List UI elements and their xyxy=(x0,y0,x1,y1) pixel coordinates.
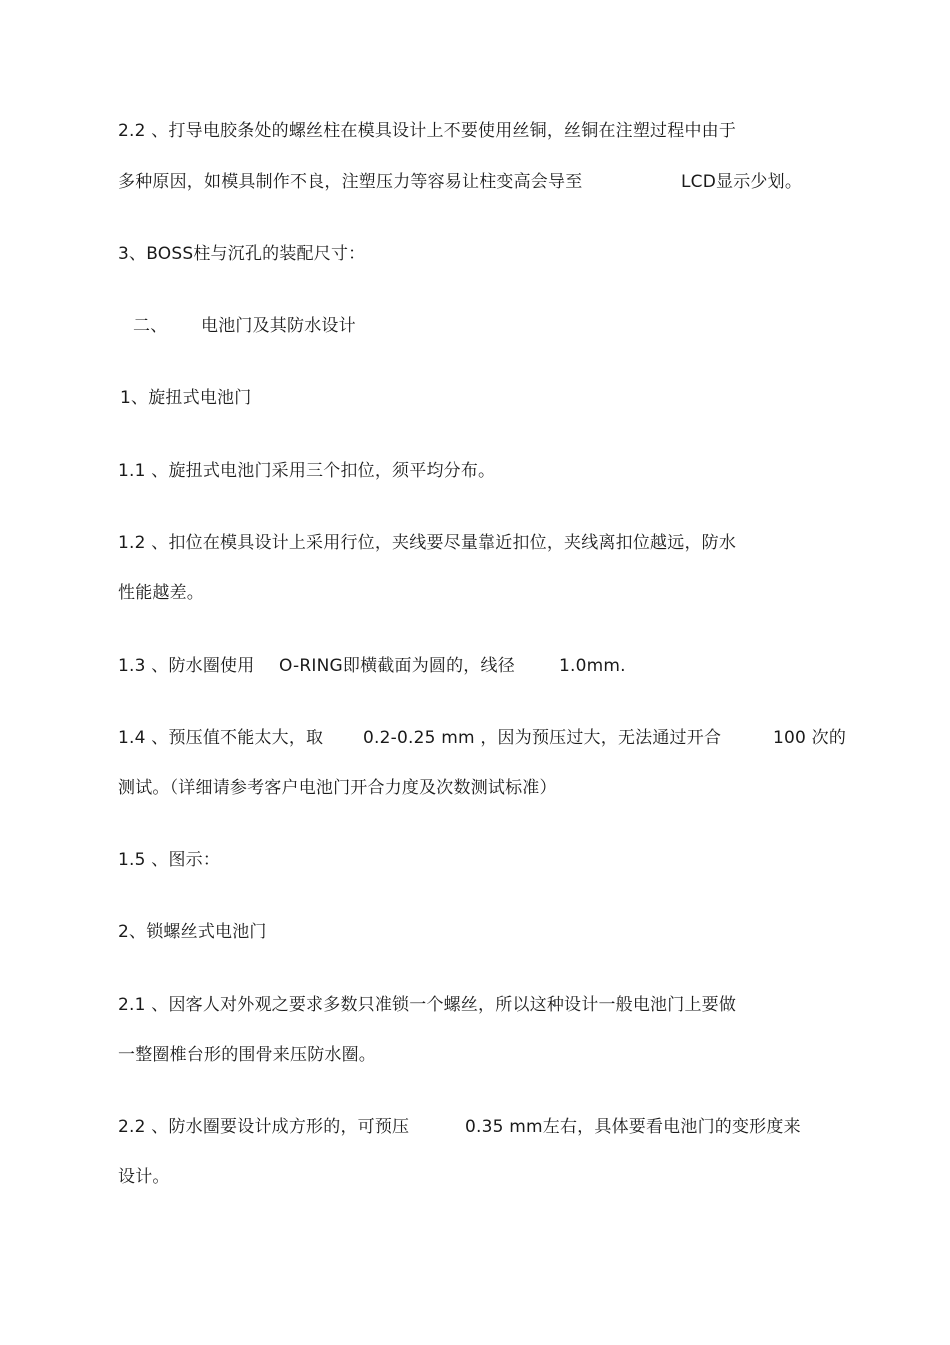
subheading-screw-battery-door: 2、锁螺丝式电池门 xyxy=(118,922,267,942)
paragraph-2-1-line-2: 一整圈椎台形的围骨来压防水圈。 xyxy=(118,1045,376,1065)
section-heading-2-number: 二、 xyxy=(133,316,168,336)
section-heading-2-title: 电池门及其防水设计 xyxy=(201,316,356,336)
paragraph-2-1-line-1: 2.1 、因客人对外观之要求多数只准锁一个螺丝，所以这种设计一般电池门上要做 xyxy=(118,995,737,1015)
paragraph-1-4-part-c: 100 次的 xyxy=(773,728,847,748)
paragraph-1-3-part-a: 1.3 、防水圈使用 xyxy=(118,656,255,676)
paragraph-1-2-line-2: 性能越差。 xyxy=(118,583,204,603)
paragraph-1-1: 1.1 、旋扭式电池门采用三个扣位，须平均分布。 xyxy=(118,461,496,481)
paragraph-2-2-line-2-text: 多种原因，如模具制作不良，注塑压力等容易让柱变高会导至 xyxy=(118,172,583,192)
paragraph-2-2b-part-a: 2.2 、防水圈要设计成方形的，可预压 xyxy=(118,1117,410,1137)
paragraph-2-2-line-1: 2.2 、打导电胶条处的螺丝柱在模具设计上不要使用丝铜，丝铜在注塑过程中由于 xyxy=(118,121,737,141)
paragraph-2-2b-part-b: 0.35 mm左右，具体要看电池门的变形度来 xyxy=(465,1117,801,1137)
paragraph-2-2-line-2-lcd: LCD显示少划。 xyxy=(681,172,803,192)
paragraph-1-3-part-c: 1.0mm. xyxy=(559,656,626,676)
paragraph-1-4-part-a: 1.4 、预压值不能太大，取 xyxy=(118,728,324,748)
paragraph-1-2-line-1: 1.2 、扣位在模具设计上采用行位，夹线要尽量靠近扣位，夹线离扣位越远，防水 xyxy=(118,533,737,553)
paragraph-boss-dimensions: 3、BOSS柱与沉孔的装配尺寸： xyxy=(118,244,366,264)
paragraph-1-5: 1.5 、图示： xyxy=(118,850,221,870)
paragraph-1-4-part-b: 0.2-0.25 mm ，因为预压过大，无法通过开合 xyxy=(363,728,722,748)
paragraph-2-2b-line-2: 设计。 xyxy=(118,1167,170,1187)
paragraph-1-4-line-2: 测试。（详细请参考客户电池门开合力度及次数测试标准） xyxy=(118,778,557,798)
paragraph-1-3-part-b: O-RING即横截面为圆的，线径 xyxy=(279,656,515,676)
subheading-rotary-battery-door: 1、旋扭式电池门 xyxy=(120,388,252,408)
